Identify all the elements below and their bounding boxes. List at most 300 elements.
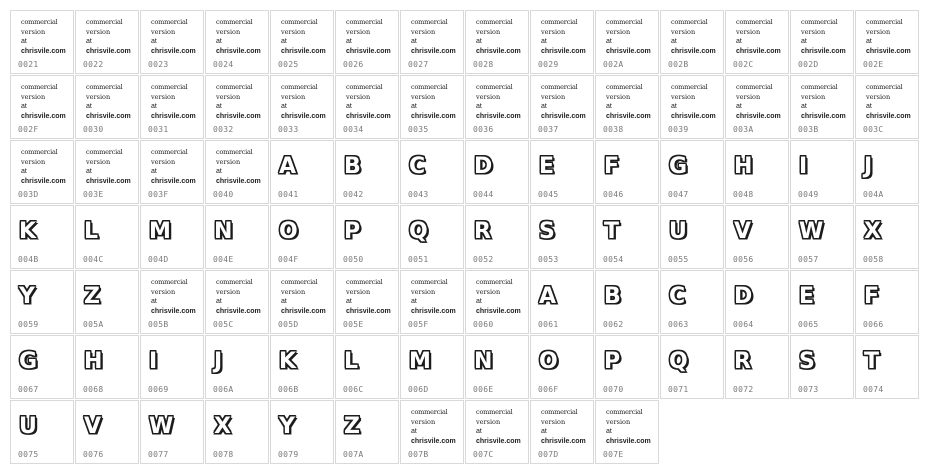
notice-line1: commercial bbox=[151, 148, 188, 156]
notice-line3: at bbox=[281, 103, 287, 110]
glyph-cell-002F bbox=[10, 75, 74, 139]
notice-line4: chrisvile.com bbox=[476, 113, 521, 120]
glyph-code: 0073 bbox=[798, 385, 819, 394]
glyph-cell-0070 bbox=[595, 335, 659, 399]
notice-line1: commercial bbox=[216, 83, 253, 91]
notice-line4: chrisvile.com bbox=[801, 113, 846, 120]
commercial-version-notice bbox=[541, 17, 593, 57]
glyph-preview: L bbox=[84, 219, 99, 244]
glyph-code: 002D bbox=[798, 60, 819, 69]
commercial-version-notice bbox=[606, 17, 658, 57]
notice-line2: version bbox=[216, 93, 241, 101]
notice-line4: chrisvile.com bbox=[671, 113, 716, 120]
notice-line3: at bbox=[606, 428, 612, 435]
glyph-code: 0035 bbox=[408, 125, 429, 134]
notice-line1: commercial bbox=[476, 18, 513, 26]
notice-line4: chrisvile.com bbox=[736, 113, 781, 120]
notice-line2: version bbox=[866, 28, 891, 36]
glyph-cell-0052 bbox=[465, 205, 529, 269]
glyph-code: 006F bbox=[538, 385, 559, 394]
commercial-version-notice bbox=[216, 147, 268, 187]
notice-line2: version bbox=[151, 288, 176, 296]
notice-line1: commercial bbox=[541, 408, 578, 416]
glyph-preview: Y bbox=[19, 284, 35, 309]
glyph-code: 003A bbox=[733, 125, 754, 134]
glyph-cell-0069 bbox=[140, 335, 204, 399]
notice-line2: version bbox=[476, 28, 501, 36]
glyph-preview: J bbox=[214, 349, 223, 374]
glyph-cell-0031 bbox=[140, 75, 204, 139]
glyph-cell-003C bbox=[855, 75, 919, 139]
commercial-version-notice bbox=[606, 407, 658, 447]
notice-line4: chrisvile.com bbox=[21, 48, 66, 55]
glyph-preview: T bbox=[864, 349, 880, 374]
glyph-preview: I bbox=[799, 154, 808, 179]
glyph-cell-0054 bbox=[595, 205, 659, 269]
glyph-code: 0026 bbox=[343, 60, 364, 69]
notice-line1: commercial bbox=[216, 148, 253, 156]
notice-line4: chrisvile.com bbox=[281, 308, 326, 315]
glyph-code: 0058 bbox=[863, 255, 884, 264]
glyph-cell-007B bbox=[400, 400, 464, 464]
notice-line3: at bbox=[866, 103, 872, 110]
glyph-code: 007D bbox=[538, 450, 559, 459]
notice-line4: chrisvile.com bbox=[476, 308, 521, 315]
notice-line2: version bbox=[216, 28, 241, 36]
glyph-code: 0044 bbox=[473, 190, 494, 199]
glyph-cell-0060 bbox=[465, 270, 529, 334]
glyph-code: 0061 bbox=[538, 320, 559, 329]
glyph-code: 0071 bbox=[668, 385, 689, 394]
notice-line1: commercial bbox=[346, 18, 383, 26]
notice-line2: version bbox=[281, 93, 306, 101]
glyph-code: 006C bbox=[343, 385, 364, 394]
glyph-cell-0055 bbox=[660, 205, 724, 269]
notice-line1: commercial bbox=[606, 408, 643, 416]
notice-line3: at bbox=[411, 428, 417, 435]
glyph-code: 007B bbox=[408, 450, 429, 459]
glyph-preview: M bbox=[409, 349, 431, 374]
notice-line1: commercial bbox=[671, 83, 708, 91]
glyph-cell-007C bbox=[465, 400, 529, 464]
notice-line3: at bbox=[411, 298, 417, 305]
notice-line3: at bbox=[86, 168, 92, 175]
notice-line3: at bbox=[541, 428, 547, 435]
notice-line4: chrisvile.com bbox=[151, 48, 196, 55]
notice-line3: at bbox=[736, 38, 742, 45]
notice-line1: commercial bbox=[216, 18, 253, 26]
glyph-code: 0042 bbox=[343, 190, 364, 199]
commercial-version-notice bbox=[216, 82, 268, 122]
glyph-code: 0053 bbox=[538, 255, 559, 264]
notice-line2: version bbox=[411, 288, 436, 296]
commercial-version-notice bbox=[801, 17, 853, 57]
glyph-code: 0066 bbox=[863, 320, 884, 329]
glyph-code: 004E bbox=[213, 255, 234, 264]
notice-line4: chrisvile.com bbox=[606, 438, 651, 445]
notice-line1: commercial bbox=[281, 18, 318, 26]
glyph-preview: Q bbox=[409, 219, 428, 244]
glyph-cell-005F bbox=[400, 270, 464, 334]
glyph-cell-0053 bbox=[530, 205, 594, 269]
glyph-code: 006E bbox=[473, 385, 494, 394]
notice-line4: chrisvile.com bbox=[606, 48, 651, 55]
glyph-cell-005B bbox=[140, 270, 204, 334]
glyph-cell-0073 bbox=[790, 335, 854, 399]
glyph-cell-0062 bbox=[595, 270, 659, 334]
commercial-version-notice bbox=[216, 17, 268, 57]
glyph-preview: T bbox=[604, 219, 620, 244]
glyph-cell-005E bbox=[335, 270, 399, 334]
notice-line4: chrisvile.com bbox=[151, 308, 196, 315]
notice-line1: commercial bbox=[21, 18, 58, 26]
notice-line4: chrisvile.com bbox=[346, 48, 391, 55]
commercial-version-notice bbox=[736, 17, 788, 57]
notice-line3: at bbox=[541, 103, 547, 110]
glyph-code: 007C bbox=[473, 450, 494, 459]
glyph-preview: G bbox=[669, 154, 688, 179]
glyph-code: 0064 bbox=[733, 320, 754, 329]
notice-line1: commercial bbox=[476, 83, 513, 91]
glyph-preview: V bbox=[734, 219, 752, 244]
notice-line3: at bbox=[151, 168, 157, 175]
notice-line4: chrisvile.com bbox=[86, 113, 131, 120]
notice-line4: chrisvile.com bbox=[606, 113, 651, 120]
glyph-code: 0062 bbox=[603, 320, 624, 329]
glyph-code: 002F bbox=[18, 125, 39, 134]
glyph-code: 0048 bbox=[733, 190, 754, 199]
glyph-cell-004C bbox=[75, 205, 139, 269]
notice-line3: at bbox=[801, 38, 807, 45]
glyph-preview: N bbox=[214, 219, 233, 244]
notice-line4: chrisvile.com bbox=[801, 48, 846, 55]
glyph-cell-0042 bbox=[335, 140, 399, 204]
notice-line2: version bbox=[151, 93, 176, 101]
notice-line1: commercial bbox=[411, 408, 448, 416]
notice-line3: at bbox=[281, 298, 287, 305]
glyph-code: 002A bbox=[603, 60, 624, 69]
glyph-cell-0051 bbox=[400, 205, 464, 269]
notice-line1: commercial bbox=[151, 278, 188, 286]
notice-line3: at bbox=[151, 298, 157, 305]
glyph-cell-0057 bbox=[790, 205, 854, 269]
notice-line2: version bbox=[606, 93, 631, 101]
notice-line3: at bbox=[411, 38, 417, 45]
notice-line2: version bbox=[801, 93, 826, 101]
commercial-version-notice bbox=[346, 82, 398, 122]
glyph-cell-0021 bbox=[10, 10, 74, 74]
glyph-code: 0043 bbox=[408, 190, 429, 199]
glyph-code: 005B bbox=[148, 320, 169, 329]
glyph-cell-0078 bbox=[205, 400, 269, 464]
glyph-cell-0045 bbox=[530, 140, 594, 204]
glyph-preview: C bbox=[409, 154, 426, 179]
glyph-cell-0074 bbox=[855, 335, 919, 399]
notice-line1: commercial bbox=[411, 278, 448, 286]
glyph-code: 003B bbox=[798, 125, 819, 134]
notice-line1: commercial bbox=[411, 18, 448, 26]
notice-line4: chrisvile.com bbox=[216, 308, 261, 315]
glyph-preview: W bbox=[799, 219, 824, 244]
glyph-cell-002C bbox=[725, 10, 789, 74]
glyph-preview: O bbox=[279, 219, 298, 244]
notice-line3: at bbox=[151, 38, 157, 45]
commercial-version-notice bbox=[541, 82, 593, 122]
glyph-code: 0077 bbox=[148, 450, 169, 459]
glyph-cell-0058 bbox=[855, 205, 919, 269]
glyph-code: 0037 bbox=[538, 125, 559, 134]
glyph-cell-005A bbox=[75, 270, 139, 334]
notice-line1: commercial bbox=[21, 83, 58, 91]
glyph-cell-0034 bbox=[335, 75, 399, 139]
glyph-cell-0038 bbox=[595, 75, 659, 139]
glyph-preview: D bbox=[734, 284, 753, 309]
glyph-code: 004F bbox=[278, 255, 299, 264]
commercial-version-notice bbox=[151, 147, 203, 187]
notice-line4: chrisvile.com bbox=[151, 178, 196, 185]
notice-line4: chrisvile.com bbox=[866, 113, 911, 120]
notice-line2: version bbox=[411, 418, 436, 426]
notice-line2: version bbox=[411, 93, 436, 101]
commercial-version-notice bbox=[801, 82, 853, 122]
glyph-code: 0067 bbox=[18, 385, 39, 394]
glyph-code: 0052 bbox=[473, 255, 494, 264]
notice-line3: at bbox=[476, 38, 482, 45]
glyph-cell-003B bbox=[790, 75, 854, 139]
notice-line1: commercial bbox=[21, 148, 58, 156]
glyph-code: 0038 bbox=[603, 125, 624, 134]
notice-line3: at bbox=[346, 38, 352, 45]
notice-line4: chrisvile.com bbox=[411, 113, 456, 120]
glyph-code: 003C bbox=[863, 125, 884, 134]
notice-line1: commercial bbox=[281, 278, 318, 286]
notice-line2: version bbox=[151, 28, 176, 36]
glyph-code: 004C bbox=[83, 255, 104, 264]
glyph-code: 0068 bbox=[83, 385, 104, 394]
commercial-version-notice bbox=[86, 17, 138, 57]
notice-line1: commercial bbox=[476, 408, 513, 416]
notice-line3: at bbox=[476, 428, 482, 435]
commercial-version-notice bbox=[476, 17, 528, 57]
notice-line2: version bbox=[671, 93, 696, 101]
glyph-cell-0066 bbox=[855, 270, 919, 334]
glyph-cell-0030 bbox=[75, 75, 139, 139]
notice-line3: at bbox=[281, 38, 287, 45]
commercial-version-notice bbox=[281, 277, 333, 317]
notice-line2: version bbox=[476, 288, 501, 296]
notice-line4: chrisvile.com bbox=[281, 113, 326, 120]
glyph-code: 0039 bbox=[668, 125, 689, 134]
commercial-version-notice bbox=[281, 82, 333, 122]
notice-line1: commercial bbox=[476, 278, 513, 286]
notice-line3: at bbox=[216, 103, 222, 110]
notice-line2: version bbox=[21, 93, 46, 101]
glyph-preview: K bbox=[19, 219, 37, 244]
commercial-version-notice bbox=[476, 82, 528, 122]
notice-line1: commercial bbox=[541, 83, 578, 91]
notice-line2: version bbox=[216, 158, 241, 166]
notice-line4: chrisvile.com bbox=[671, 48, 716, 55]
glyph-preview: E bbox=[799, 284, 815, 309]
glyph-cell-0050 bbox=[335, 205, 399, 269]
notice-line2: version bbox=[541, 418, 566, 426]
glyph-code: 005F bbox=[408, 320, 429, 329]
notice-line3: at bbox=[411, 103, 417, 110]
glyph-code: 003E bbox=[83, 190, 104, 199]
commercial-version-notice bbox=[151, 17, 203, 57]
notice-line2: version bbox=[21, 158, 46, 166]
notice-line2: version bbox=[411, 28, 436, 36]
notice-line2: version bbox=[801, 28, 826, 36]
commercial-version-notice bbox=[671, 17, 723, 57]
glyph-code: 005D bbox=[278, 320, 299, 329]
notice-line1: commercial bbox=[866, 18, 903, 26]
notice-line3: at bbox=[671, 103, 677, 110]
glyph-cell-0024 bbox=[205, 10, 269, 74]
notice-line3: at bbox=[671, 38, 677, 45]
notice-line1: commercial bbox=[86, 18, 123, 26]
glyph-code: 003F bbox=[148, 190, 169, 199]
glyph-cell-004F bbox=[270, 205, 334, 269]
notice-line3: at bbox=[866, 38, 872, 45]
notice-line3: at bbox=[606, 103, 612, 110]
glyph-preview: Q bbox=[669, 349, 688, 374]
glyph-preview: R bbox=[734, 349, 751, 374]
commercial-version-notice bbox=[411, 17, 463, 57]
glyph-code: 0027 bbox=[408, 60, 429, 69]
glyph-preview: C bbox=[669, 284, 686, 309]
glyph-code: 006B bbox=[278, 385, 299, 394]
glyph-cell-0044 bbox=[465, 140, 529, 204]
notice-line1: commercial bbox=[671, 18, 708, 26]
notice-line3: at bbox=[476, 298, 482, 305]
glyph-code: 0028 bbox=[473, 60, 494, 69]
commercial-version-notice bbox=[281, 17, 333, 57]
glyph-code: 0024 bbox=[213, 60, 234, 69]
notice-line4: chrisvile.com bbox=[411, 48, 456, 55]
glyph-code: 0021 bbox=[18, 60, 39, 69]
glyph-cell-006C bbox=[335, 335, 399, 399]
notice-line2: version bbox=[671, 28, 696, 36]
commercial-version-notice bbox=[476, 277, 528, 317]
notice-line2: version bbox=[476, 418, 501, 426]
glyph-cell-0025 bbox=[270, 10, 334, 74]
glyph-cell-006E bbox=[465, 335, 529, 399]
notice-line4: chrisvile.com bbox=[476, 438, 521, 445]
notice-line3: at bbox=[21, 38, 27, 45]
glyph-preview: G bbox=[19, 349, 38, 374]
glyph-cell-003A bbox=[725, 75, 789, 139]
glyph-cell-003F bbox=[140, 140, 204, 204]
notice-line3: at bbox=[86, 38, 92, 45]
glyph-code: 0031 bbox=[148, 125, 169, 134]
commercial-version-notice bbox=[671, 82, 723, 122]
glyph-code: 0032 bbox=[213, 125, 234, 134]
glyph-preview: S bbox=[799, 349, 815, 374]
notice-line2: version bbox=[346, 93, 371, 101]
glyph-preview: L bbox=[344, 349, 359, 374]
glyph-code: 0079 bbox=[278, 450, 299, 459]
glyph-cell-004B bbox=[10, 205, 74, 269]
glyph-cell-0059 bbox=[10, 270, 74, 334]
glyph-preview: A bbox=[279, 154, 297, 179]
notice-line1: commercial bbox=[346, 83, 383, 91]
notice-line3: at bbox=[151, 103, 157, 110]
glyph-cell-0047 bbox=[660, 140, 724, 204]
glyph-preview: N bbox=[474, 349, 493, 374]
notice-line2: version bbox=[86, 93, 111, 101]
glyph-cell-0041 bbox=[270, 140, 334, 204]
notice-line1: commercial bbox=[216, 278, 253, 286]
notice-line3: at bbox=[476, 103, 482, 110]
glyph-cell-007E bbox=[595, 400, 659, 464]
glyph-code: 0069 bbox=[148, 385, 169, 394]
notice-line1: commercial bbox=[801, 18, 838, 26]
notice-line3: at bbox=[736, 103, 742, 110]
glyph-cell-005D bbox=[270, 270, 334, 334]
glyph-cell-0035 bbox=[400, 75, 464, 139]
glyph-code: 0049 bbox=[798, 190, 819, 199]
notice-line3: at bbox=[346, 103, 352, 110]
glyph-preview: U bbox=[19, 414, 37, 439]
glyph-cell-0065 bbox=[790, 270, 854, 334]
glyph-cell-006A bbox=[205, 335, 269, 399]
commercial-version-notice bbox=[476, 407, 528, 447]
notice-line3: at bbox=[216, 38, 222, 45]
glyph-cell-007A bbox=[335, 400, 399, 464]
glyph-grid bbox=[10, 10, 920, 465]
notice-line1: commercial bbox=[86, 83, 123, 91]
notice-line3: at bbox=[216, 298, 222, 305]
notice-line3: at bbox=[346, 298, 352, 305]
glyph-preview: P bbox=[604, 349, 621, 374]
notice-line3: at bbox=[606, 38, 612, 45]
notice-line1: commercial bbox=[411, 83, 448, 91]
glyph-cell-0077 bbox=[140, 400, 204, 464]
glyph-cell-006B bbox=[270, 335, 334, 399]
glyph-preview: S bbox=[539, 219, 555, 244]
glyph-code: 0047 bbox=[668, 190, 689, 199]
notice-line2: version bbox=[281, 28, 306, 36]
notice-line1: commercial bbox=[151, 83, 188, 91]
glyph-code: 0072 bbox=[733, 385, 754, 394]
glyph-cell-0072 bbox=[725, 335, 789, 399]
notice-line2: version bbox=[541, 28, 566, 36]
glyph-preview: U bbox=[669, 219, 687, 244]
notice-line1: commercial bbox=[736, 18, 773, 26]
notice-line4: chrisvile.com bbox=[411, 438, 456, 445]
glyph-preview: V bbox=[84, 414, 102, 439]
commercial-version-notice bbox=[866, 17, 918, 57]
notice-line4: chrisvile.com bbox=[541, 438, 586, 445]
glyph-code: 0023 bbox=[148, 60, 169, 69]
glyph-cell-0061 bbox=[530, 270, 594, 334]
notice-line2: version bbox=[151, 158, 176, 166]
glyph-code: 0074 bbox=[863, 385, 884, 394]
glyph-preview: Z bbox=[344, 414, 360, 439]
commercial-version-notice bbox=[866, 82, 918, 122]
glyph-code: 005E bbox=[343, 320, 364, 329]
glyph-code: 0036 bbox=[473, 125, 494, 134]
glyph-cell-0075 bbox=[10, 400, 74, 464]
glyph-cell-002A bbox=[595, 10, 659, 74]
notice-line1: commercial bbox=[866, 83, 903, 91]
notice-line4: chrisvile.com bbox=[346, 308, 391, 315]
notice-line2: version bbox=[606, 28, 631, 36]
notice-line4: chrisvile.com bbox=[21, 178, 66, 185]
notice-line2: version bbox=[736, 28, 761, 36]
glyph-code: 0060 bbox=[473, 320, 494, 329]
